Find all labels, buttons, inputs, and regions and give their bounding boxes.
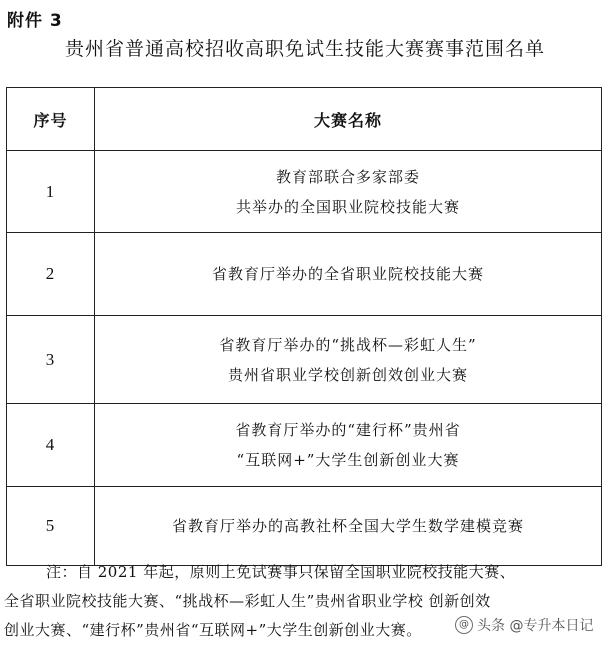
footnote-line: 注：自 2021 年起，原则上免试赛事只保留全国职业院校技能大赛、 bbox=[46, 563, 516, 581]
row-number: 4 bbox=[7, 404, 95, 487]
competition-name bbox=[95, 487, 602, 566]
table-row bbox=[7, 404, 602, 487]
column-header-number: 序号 bbox=[7, 88, 95, 151]
table-row bbox=[7, 233, 602, 316]
competition-table bbox=[6, 87, 602, 566]
footnote-line: 全省职业院校技能大赛、“挑战杯—彩虹人生”贵州省职业学校 创新创效 bbox=[4, 592, 491, 610]
competition-name-line: “互联网+”大学生创新创业大赛 bbox=[236, 451, 460, 469]
footnote-line: 创业大赛、“建行杯”贵州省“互联网+”大学生创新创业大赛。 bbox=[4, 621, 422, 639]
attachment-label: 附件 3 bbox=[7, 11, 63, 31]
watermark bbox=[455, 615, 593, 635]
competition-name bbox=[95, 233, 602, 316]
row-number: 1 bbox=[7, 151, 95, 233]
competition-name-line: 省教育厅举办的全省职业院校技能大赛 bbox=[211, 265, 484, 283]
competition-name bbox=[95, 404, 602, 487]
row-number: 5 bbox=[7, 487, 95, 566]
competition-name-line: 贵州省职业学校创新创效创业大赛 bbox=[227, 365, 468, 384]
competition-name-line: 共举办的全国职业院校技能大赛 bbox=[235, 197, 460, 216]
competition-name bbox=[95, 316, 602, 404]
document-title: 贵州省普通高校招收高职免试生技能大赛赛事范围名单 bbox=[64, 38, 545, 60]
column-header-name: 大赛名称 bbox=[95, 88, 602, 151]
table-row bbox=[7, 151, 602, 233]
row-number: 3 bbox=[7, 316, 95, 404]
competition-name-line: 省教育厅举办的高教社杯全国大学生数学建模竞赛 bbox=[171, 517, 524, 535]
watermark-logo-icon: @ bbox=[455, 616, 473, 634]
table-row bbox=[7, 487, 602, 566]
competition-name-line: 教育部联合多家部委 bbox=[275, 167, 420, 186]
competition-name bbox=[95, 151, 602, 233]
competition-name-line: 省教育厅举办的“挑战杯—彩虹人生” bbox=[219, 335, 477, 354]
competition-name-line: 省教育厅举办的“建行杯”贵州省 bbox=[235, 421, 461, 439]
row-number: 2 bbox=[7, 233, 95, 316]
table-row bbox=[7, 316, 602, 404]
watermark-text: 头条 @专升本日记 bbox=[477, 618, 594, 634]
table-header-row bbox=[7, 88, 602, 151]
